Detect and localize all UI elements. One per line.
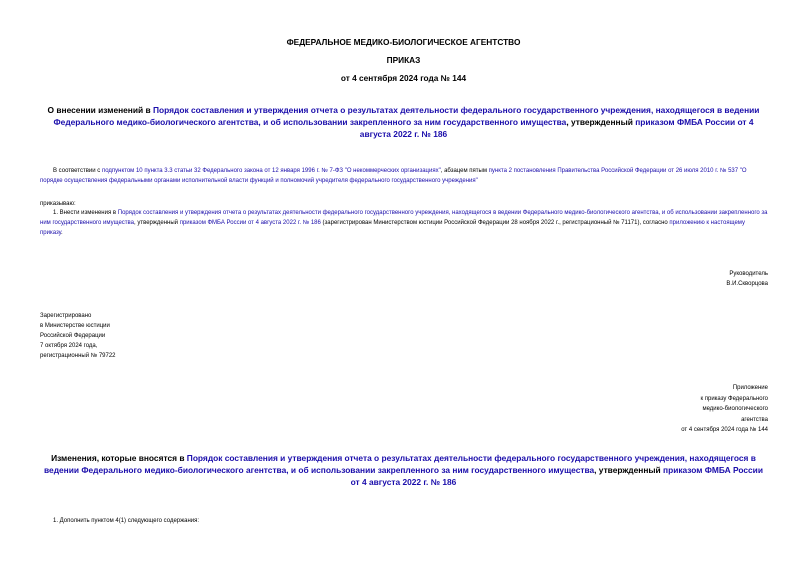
appendix-line: к приказу Федерального <box>700 395 768 402</box>
item1-text-3: (зарегистрирован Министерством юстиции Российской Федерации 28 ноября 2022 г., регистрационный № 71171), согласно <box>322 220 668 226</box>
preamble-resolution-link[interactable]: пункта 2 постановления Правительства Российской Федерации от 26 июля 2010 г. № 537 "О порядке осуществления федеральными органами исполнительной власти функций и полномочий учредителя федерального государственного учреждения" <box>40 168 747 184</box>
registration-line: 7 октября 2024 года, <box>40 343 98 349</box>
title-middle: , утвержденный <box>566 117 633 127</box>
item1-text-1: 1. Внести изменения в <box>53 210 117 216</box>
doc-type: ПРИКАЗ <box>386 55 421 65</box>
agency-name: ФЕДЕРАЛЬНОЕ МЕДИКО-БИОЛОГИЧЕСКОЕ АГЕНТСТВО <box>286 37 521 47</box>
appendix-block <box>681 383 768 436</box>
item1-text-2: , утвержденный <box>134 220 179 226</box>
registration-line: Зарегистрировано <box>40 313 92 319</box>
registration-block <box>40 311 116 361</box>
changes-middle: , утвержденный <box>594 465 661 475</box>
signature-block <box>726 269 768 289</box>
title-prefix: О внесении изменений в <box>47 105 151 115</box>
appendix-line: Приложение <box>732 385 768 391</box>
signature-name: В.И.Скворцова <box>726 281 768 287</box>
changes-order-link[interactable]: приказом ФМБА России от 4 августа 2022 г. № 186 <box>350 465 763 487</box>
item1-order-link[interactable]: приказом ФМБА России от 4 августа 2022 г. № 186 <box>179 220 321 226</box>
item1-appendix-link[interactable]: приложению к настоящему приказу <box>40 220 745 236</box>
item1-text-4: . <box>61 230 63 236</box>
doc-date-number: от 4 сентября 2024 года № 144 <box>340 73 467 83</box>
doc-title <box>40 104 767 140</box>
preamble-text-2: , абзацем пятым <box>440 168 487 174</box>
title-procedure-link[interactable]: Порядок составления и утверждения отчета о результатах деятельности федерального государственного учреждения, находящегося в ведении Федерального медико-биологического агентства, и об использовании закрепленного за ним государственного имущества <box>53 105 760 127</box>
order-word: приказываю: <box>40 201 76 207</box>
changes-title <box>40 452 767 488</box>
appendix-line: медико-биологического <box>702 406 768 412</box>
changes-prefix: Изменения, которые вносятся в <box>51 453 185 463</box>
registration-line: в Министерстве юстиции <box>40 323 110 329</box>
title-order-link[interactable]: приказом ФМБА России от 4 августа 2022 г. № 186 <box>359 117 754 139</box>
registration-line: Российской Федерации <box>40 333 106 339</box>
preamble-law-link[interactable]: подпунктом 10 пункта 3.3 статьи 32 Федерального закона от 12 января 1996 г. № 7-ФЗ "О некоммерческих организациях" <box>101 168 441 174</box>
changes-item-1: 1. Дополнить пунктом 4(1) следующего содержания: <box>53 518 200 524</box>
changes-procedure-link[interactable]: Порядок составления и утверждения отчета о результатах деятельности федерального государственного учреждения, находящегося в ведении Федерального медико-биологического агентства, и об использовании закрепленного за ним государственного имущества <box>44 453 756 475</box>
registration-line: регистрационный № 79722 <box>40 353 116 359</box>
appendix-line: агентства <box>741 416 768 423</box>
preamble-paragraph <box>40 166 768 186</box>
item1-procedure-link[interactable]: Порядок составления и утверждения отчета о результатах деятельности федерального государственного учреждения, находящегося в ведении Федерального медико-биологического агентства, и об использовании закрепленного за ним государственного имущества <box>40 210 768 226</box>
preamble-text-1: В соответствии с <box>53 168 101 174</box>
item-1-paragraph <box>40 208 768 238</box>
signature-position: Руководитель <box>729 271 768 277</box>
appendix-line: от 4 сентября 2024 года № 144 <box>681 427 768 433</box>
